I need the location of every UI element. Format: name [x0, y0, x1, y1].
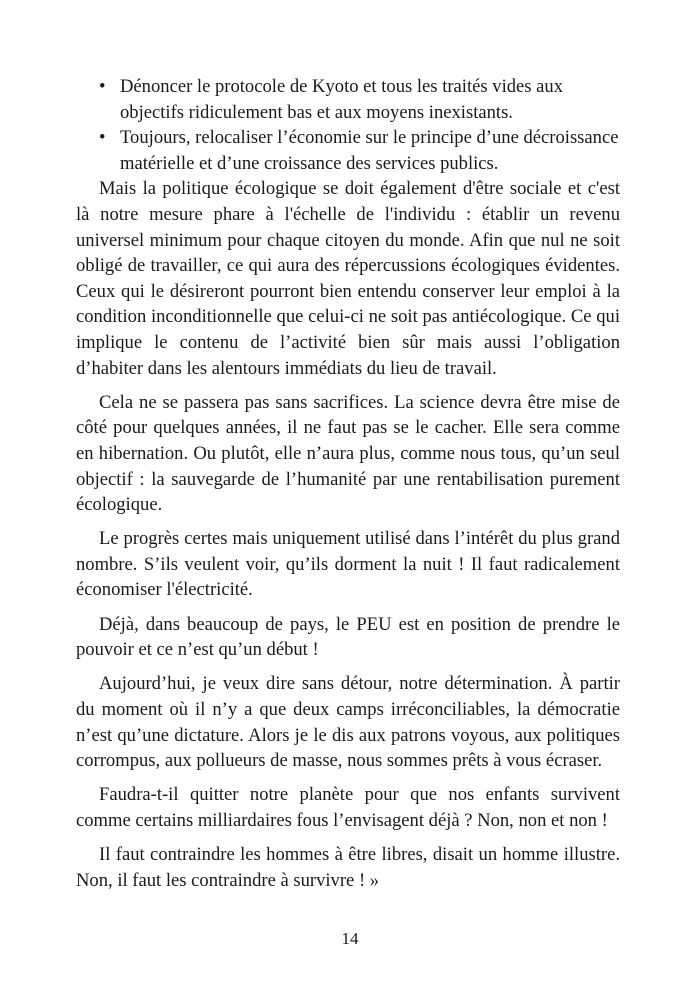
- page-body: [76, 74, 620, 902]
- paragraph: Le progrès certes mais uniquement utilisé dans l’intérêt du plus grand nombre. S’ils veulent voir, qu’ils dorment la nuit ! Il faut radicalement économiser l'électricité.: [76, 528, 620, 601]
- bullet-list: [76, 74, 620, 176]
- paragraph: Déjà, dans beaucoup de pays, le PEU est en position de prendre le pouvoir et ce n’est qu’un début !: [76, 613, 620, 661]
- bullet-text: Dénoncer le protocole de Kyoto et tous les traités vides aux objectifs ridiculement bas et aux moyens inexistants.: [120, 76, 564, 123]
- bullet-item: [76, 125, 620, 176]
- page-number: 14: [341, 929, 359, 948]
- bullet-icon: •: [99, 76, 106, 97]
- paragraph: Mais la politique écologique se doit également d'être sociale et c'est là notre mesure phare à l'échelle de l'individu : établir un revenu universel minimum pour chaque citoyen du monde. Afin que nul ne soit obligé de travailler, ce qui aura des répercussions écologiques évidentes. Ceux qui le désireront pourront bien entendu conserver leur emploi à la condition inconditionnelle que celui-ci ne soit pas antiécologique. Ce qui implique le contenu de l’activité bien sûr mais aussi l’obligation d’habiter dans les alentours immédiats du lieu de travail.: [76, 178, 620, 379]
- paragraph: Faudra-t-il quitter notre planète pour que nos enfants survivent comme certains milliardaires fous l’envisagent déjà ? Non, non et non !: [76, 784, 620, 831]
- bullet-item: [76, 74, 620, 125]
- bullet-text: Toujours, relocaliser l’économie sur le principe d’une décroissance matérielle et d’une croissance des services publics.: [120, 127, 619, 174]
- paragraph: Cela ne se passera pas sans sacrifices. La science devra être mise de côté pour quelques années, il ne faut pas se le cacher. Elle sera comme en hibernation. Ou plutôt, elle n’aura plus, comme nous tous, qu’un seul objectif : la sauvegarde de l’humanité par une rentabilisation purement écologique.: [76, 391, 620, 516]
- paragraph: Aujourd’hui, je veux dire sans détour, notre détermination. À partir du moment où il n’y a que deux camps irréconciliables, la démocratie n’est qu’une dictature. Alors je le dis aux patrons voyous, aux politiques corrompus, aux pollueurs de masse, nous sommes prêts à vous écraser.: [76, 673, 620, 772]
- paragraph: Il faut contraindre les hommes à être libres, disait un homme illustre. Non, il faut les contraindre à survivre ! »: [76, 844, 620, 891]
- bullet-icon: •: [99, 127, 106, 149]
